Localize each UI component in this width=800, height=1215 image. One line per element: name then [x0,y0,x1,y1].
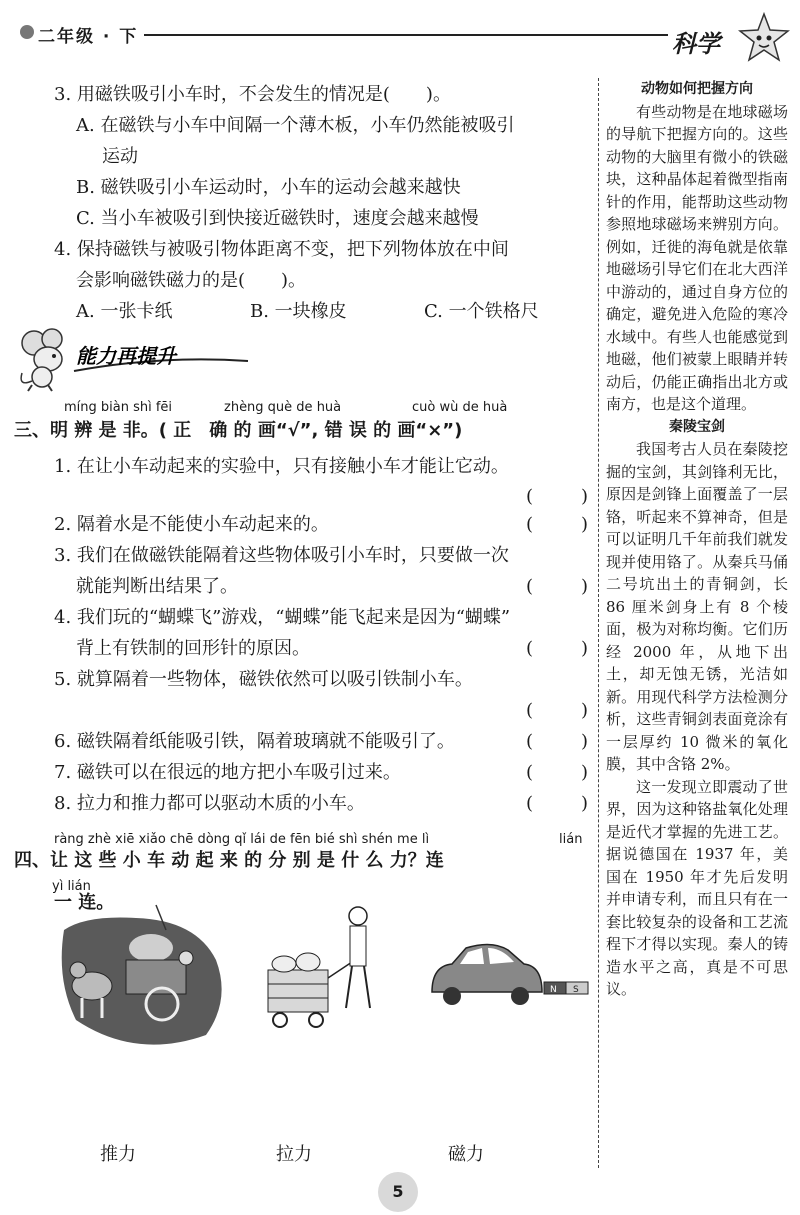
sidebar-title-1: 动物如何把握方向 [641,81,753,97]
sidebar-paragraph-3: 这一发现立即震动了世界，因为这种铬盐氧化处理是近代才掌握的先进工艺。据说德国在 1937 年，美国在 1950 年才先后发明并申请专利，而且只有在一套比较复杂的设备和工艺流程下才得以实现。秦人的铸造水平之高，真是不可思议。 [606,777,788,998]
s3-answer-6[interactable]: ( ) [526,731,588,752]
mouse-mascot-icon [21,329,62,391]
section3-title: 三、明 辨 是 非。( 正 确 的 画“√”, 错 误 的 画“×”) [14,420,463,441]
s3-item-4-cont: 背上有铁制的回形针的原因。 [76,638,310,659]
s3-item-1: 1. 在让小车动起来的实验中，只有接触小车才能让它动。 [54,456,509,477]
label-magnetic[interactable]: 磁力 [448,1144,484,1165]
q4-stem: 4. 保持磁铁与被吸引物体距离不变，把下列物体放在中间 [54,239,509,260]
car-and-magnet-picture [432,944,588,1005]
s3-answer-4[interactable]: ( ) [526,638,588,659]
ability-banner-text: 能力再提升 [76,344,176,368]
s4-pinyin-2: lián [559,832,583,847]
q4-option-a: A. 一张卡纸 [76,301,173,322]
grade-dot-icon [20,25,34,39]
sidebar-title-2: 秦陵宝剑 [669,418,725,435]
s3-answer-5[interactable]: ( ) [526,700,588,721]
s3-answer-1[interactable]: ( ) [526,486,588,507]
q3-option-a: A. 在磁铁与小车中间隔一个薄木板，小车仍然能被吸引 [76,115,515,136]
s3-item-7: 7. 磁铁可以在很远的地方把小车吸引过来。 [54,762,401,783]
label-pull[interactable]: 拉力 [276,1144,312,1165]
grade-label: 二年级 · 下 [18,22,144,47]
subject-label: 科学 [668,24,724,59]
s3-pinyin-1: míng biàn shì fēi [64,400,173,415]
q3-option-a-cont: 运动 [102,146,138,167]
s3-item-6: 6. 磁铁隔着纸能吸引铁，隔着玻璃就不能吸引了。 [54,731,455,752]
sidebar-divider [598,78,599,1168]
label-push[interactable]: 推力 [100,1144,136,1165]
q4-stem-cont: 会影响磁铁磁力的是( )。 [76,270,307,291]
s3-item-2: 2. 隔着水是不能使小车动起来的。 [54,514,329,535]
star-mascot-icon [738,12,790,64]
s3-item-3-cont: 就能判断出结果了。 [76,576,238,597]
sidebar-paragraph-2: 我国考古人员在秦陵挖掘的宝剑，其剑锋利无比，原因是剑锋上面覆盖了一层铬，听起来不算神奇，但是可以证明几千年前我们就发现并使用铬了。从秦兵马俑二号坑出土的青铜剑，长 86 厘米剑身上有 8 个棱面，极为对称均衡。它们历经 2000 年，从地下出土，却无蚀无锈，光洁如新。用现代科学方法检测分析，这些青铜剑表面竟涂有一层厚约 10 微米的氧化膜，其中含铬 2%。 [606,440,788,773]
s3-answer-3[interactable]: ( ) [526,576,588,597]
section4-title-cont: 一 连。 [54,892,115,913]
magnet-s-label: S [573,985,579,995]
q4-option-c: C. 一个铁格尺 [424,301,539,322]
s4-pinyin-1: ràng zhè xiē xiǎo chē dòng qǐ lái de fēn bié shì shén me lì [54,832,430,847]
q3-option-c: C. 当小车被吸引到快接近磁铁时，速度会越来越慢 [76,208,479,229]
sidebar-paragraph-1: 有些动物是在地球磁场的导航下把握方向的。这些动物的大脑里有微小的铁磁块，这种晶体起着微型指南针的作用，能帮助这些动物参照地球磁场来辨别方向。例如，迁徙的海龟就是依靠地磁场引导它们在北大西洋中游动的，通过自身方位的确定，避免进入危险的寒冷水域中。有些人也能感觉到地磁，他们被蒙上眼睛并转动后，仍能正确指出北方或南方，也是这个道理。 [606,102,788,413]
q3-option-b: B. 磁铁吸引小车运动时，小车的运动会越来越快 [76,177,461,198]
s3-item-3: 3. 我们在做磁铁能隔着这些物体吸引小车时，只要做一次 [54,545,509,566]
s3-item-5: 5. 就算隔着一些物体，磁铁依然可以吸引铁制小车。 [54,669,473,690]
s3-answer-7[interactable]: ( ) [526,762,588,783]
q3-stem: 3. 用磁铁吸引小车时，不会发生的情况是( )。 [54,84,451,105]
s3-item-8: 8. 拉力和推力都可以驱动木质的小车。 [54,793,365,814]
q4-option-b: B. 一块橡皮 [250,301,347,322]
ability-banner [12,325,252,393]
sidebar [606,78,788,1001]
s3-answer-8[interactable]: ( ) [526,793,588,814]
s3-pinyin-2: zhèng què de huà [224,400,342,415]
ox-cart-picture [62,905,222,1045]
section4-title: 四、让 这 些 小 车 动 起 来 的 分 别 是 什 么 力？连 [14,850,444,871]
s4-pinyin-3: yì lián [52,879,91,894]
section4-pictures [56,900,592,1060]
boy-pulling-cart-picture [268,907,370,1027]
page-number: 5 [378,1172,418,1212]
s3-answer-2[interactable]: ( ) [526,514,588,535]
s3-item-4: 4. 我们玩的“蝴蝶飞”游戏，“蝴蝶”能飞起来是因为“蝴蝶” [54,607,511,628]
s3-pinyin-3: cuò wù de huà [412,400,508,415]
magnet-n-label: N [550,985,557,995]
